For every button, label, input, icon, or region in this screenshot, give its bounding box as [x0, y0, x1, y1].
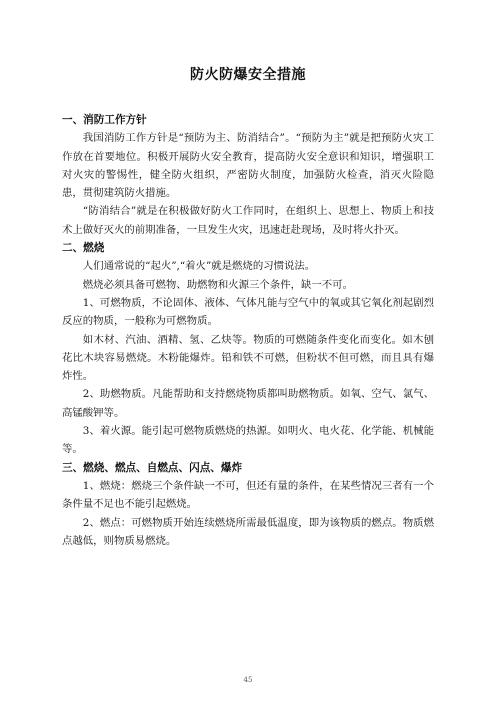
paragraph: “防消结合”就是在积极做好防火工作同时，在组织上、思想上、物质上和技术上做好灭火的前期准备，一旦发生火灾，迅速赶赴现场，及时将火扑灭。: [62, 205, 434, 236]
paragraph: 3、着火源。能引起可燃物质燃烧的热源。如明火、电火花、化学能、机械能等。: [62, 425, 434, 456]
paragraph: 燃烧必须具备可燃物、助燃物和火源三个条件，缺一不可。: [82, 278, 353, 291]
section-heading-3: 三、燃烧、燃点、自燃点、闪点、爆炸: [62, 461, 243, 474]
paragraph: 1、燃烧：燃烧三个条件缺一不可，但还有量的条件，在某些情况三者有一个条件量不足也不能引起燃烧。: [62, 479, 434, 511]
section-heading-2: 二、燃烧: [62, 242, 105, 255]
paragraph: 2、助燃物质。凡能帮助和支持燃烧物质都叫助燃物质。如氧、空气、氯气、高锰酸钾等。: [62, 388, 434, 419]
page-number: 45: [243, 676, 253, 684]
section-heading-1: 一、消防工作方针: [62, 114, 147, 126]
paragraph: 我国消防工作方针是“预防为主、防消结合”。“预防为主”就是把预防火灾工作放在首要地位。积极开展防火安全教育，提高防火安全意识和知识，增强职工对火灾的警惕性，健全防火组织，严密防火制度，加强防火检查，消灭火险隐患，贯彻建筑防火措施。: [62, 132, 434, 200]
paragraph: 1、可燃物质，不论固体、液体、气体凡能与空气中的氧或其它氧化剂起剧烈反应的物质，一般称为可燃物质。: [62, 296, 434, 328]
paragraph: 如木材、汽油、酒精、氢、乙炔等。物质的可燃随条件变化而变化。如木刨花比木块容易燃烧。木粉能爆炸。铅和铁不可燃，但粉状不但可燃，而且具有爆炸性。: [62, 333, 434, 383]
document-body: [62, 111, 434, 550]
paragraph: 人们通常说的“起火”,“着火”就是燃烧的习惯说法。: [82, 260, 316, 273]
page-title: 防火防爆安全措施: [190, 67, 306, 83]
paragraph: 2、燃点：可燃物质开始连续燃烧所需最低温度，即为该物质的燃点。物质燃点越低，则物质易燃烧。: [62, 516, 434, 547]
